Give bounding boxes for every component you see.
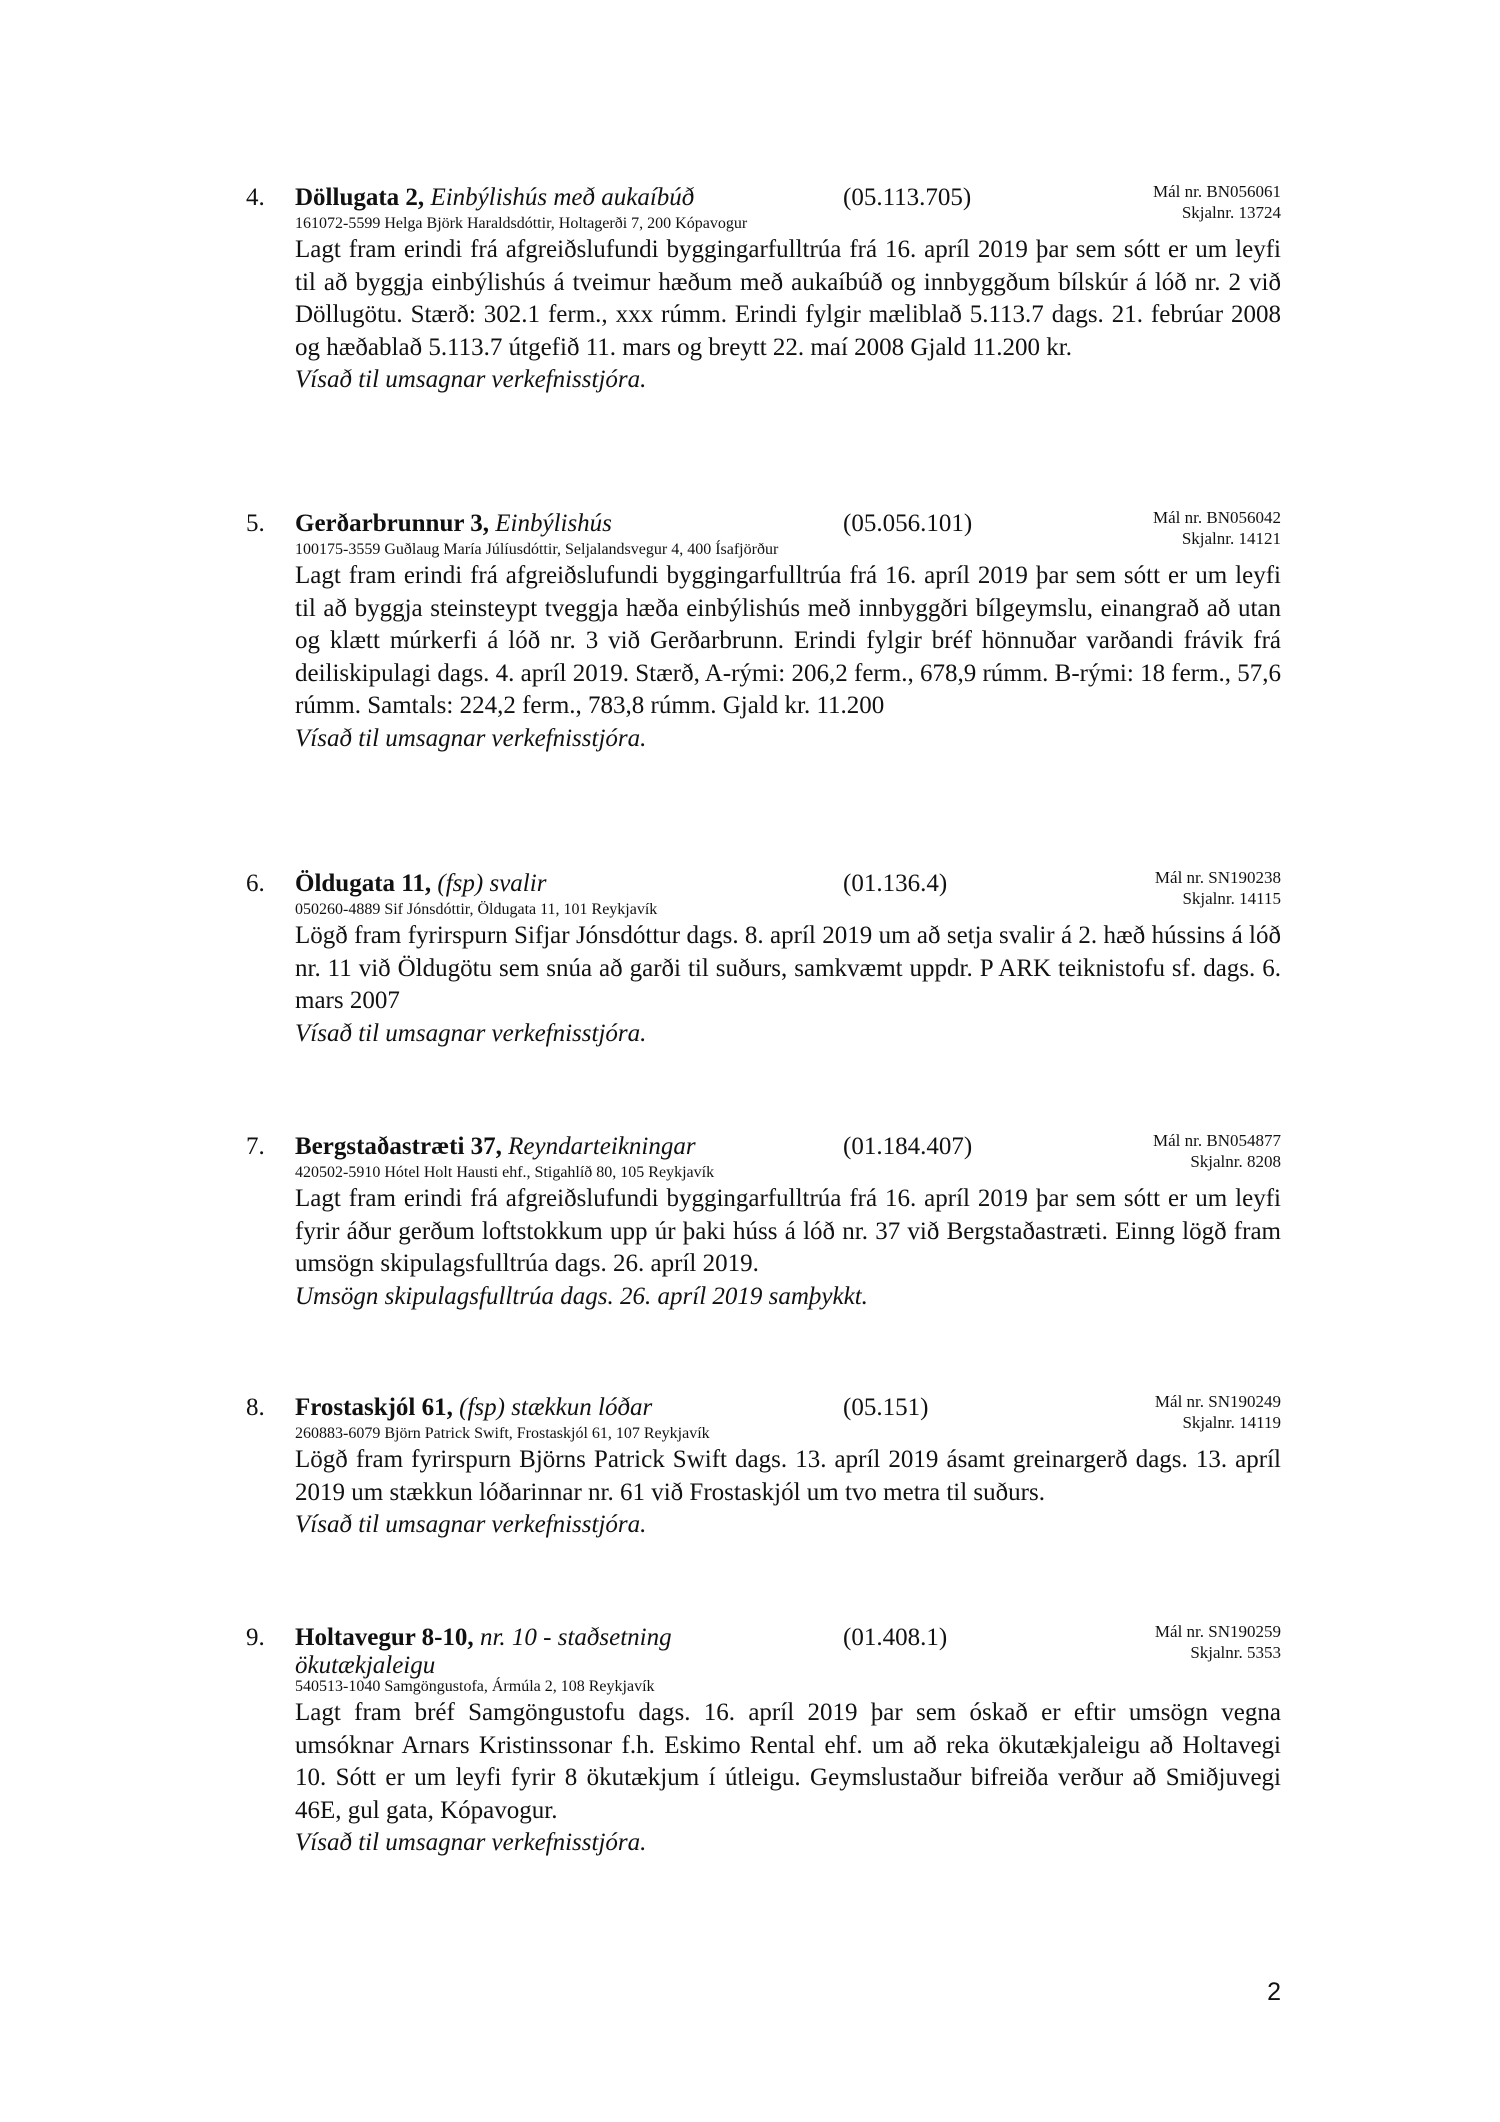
case-number: Mál nr. SN190249	[1154, 1392, 1281, 1411]
land-number: (05.151)	[843, 1394, 929, 1421]
applicant: 420502-5910 Hótel Holt Hausti ehf., Stigahlíð 80, 105 Reykjavík	[295, 1164, 715, 1181]
item-title	[295, 1130, 715, 1164]
file-number: Skjalnr. 13724	[1181, 203, 1281, 222]
item-text: Lagt fram bréf Samgöngustofu dags. 16. apríl 2019 þar sem óskað er eftir umsögn vegna umsóknar Arnars Kristinssonar f.h. Eskimo Rental ehf. um að reka ökutækjaleigu að Holtavegi 10. Sótt er um leyfi fyrir 8 ökutækjum í útleigu. Geymslustaður bifreiða verður að Smiðjuvegi 46E, gul gata, Kópavogur.	[295, 1699, 1281, 1824]
file-number: Skjalnr. 14121	[1181, 529, 1281, 548]
item-text: Lögð fram fyrirspurn Sifjar Jónsdóttur dags. 8. apríl 2019 um að setja svalir á 2. hæð hússins á lóð nr. 11 við Öldugötu sem snúa að garði til suðurs, samkvæmt uppdr. P ARK teiknistofu sf. dags. 6. mars 2007	[295, 922, 1281, 1014]
item-body	[295, 1162, 1281, 1313]
item-description: (fsp) stækkun lóðar	[459, 1394, 653, 1421]
item-body	[295, 1676, 1281, 1860]
item-body	[295, 899, 1281, 1050]
item-number: 7.	[246, 1133, 265, 1160]
agenda-item-4	[246, 181, 1281, 397]
case-number: Mál nr. BN056042	[1153, 508, 1281, 527]
applicant: 050260-4889 Sif Jónsdóttir, Öldugata 11, 101 Reykjavík	[295, 901, 658, 918]
item-description: Einbýlishús með aukaíbúð	[430, 184, 695, 211]
street-address: Öldugata 11,	[295, 870, 432, 897]
page-number: 2	[1267, 1978, 1281, 2006]
land-number: (05.056.101)	[843, 510, 973, 537]
item-decision: Vísað til umsagnar verkefnisstjóra.	[295, 724, 647, 752]
reference-numbers	[1155, 1391, 1281, 1433]
item-title	[295, 867, 715, 901]
agenda-item-9	[246, 1621, 1281, 1860]
item-description: nr. 10 - staðsetning ökutækjaleigu	[295, 1624, 672, 1679]
item-body	[295, 539, 1281, 755]
case-number: Mál nr. BN056061	[1153, 182, 1281, 201]
agenda-item-6	[246, 867, 1281, 1050]
reference-numbers	[1153, 507, 1281, 549]
land-number: (01.136.4)	[843, 870, 948, 897]
item-header	[246, 1391, 1281, 1432]
agenda-item-8	[246, 1391, 1281, 1542]
file-number: Skjalnr. 14119	[1182, 1413, 1281, 1432]
item-decision: Vísað til umsagnar verkefnisstjóra.	[295, 1019, 647, 1047]
land-number: (01.408.1)	[843, 1624, 948, 1651]
street-address: Döllugata 2,	[295, 184, 425, 211]
reference-numbers	[1153, 1130, 1281, 1172]
reference-numbers	[1155, 1621, 1281, 1663]
item-header	[246, 867, 1281, 908]
item-header	[246, 181, 1281, 222]
item-body	[295, 1423, 1281, 1542]
item-header	[246, 1130, 1281, 1171]
applicant: 540513-1040 Samgöngustofa, Ármúla 2, 108 Reykjavík	[295, 1678, 655, 1695]
item-number: 5.	[246, 510, 265, 537]
item-number: 8.	[246, 1394, 265, 1421]
item-decision: Vísað til umsagnar verkefnisstjóra.	[295, 366, 647, 393]
item-number: 6.	[246, 870, 265, 897]
land-number: (05.113.705)	[843, 184, 972, 211]
street-address: Bergstaðastræti 37,	[295, 1133, 502, 1160]
item-title	[295, 1391, 715, 1425]
applicant: 260883-6079 Björn Patrick Swift, Frostaskjól 61, 107 Reykjavík	[295, 1425, 710, 1442]
item-decision: Vísað til umsagnar verkefnisstjóra.	[295, 1829, 647, 1856]
item-text: Lagt fram erindi frá afgreiðslufundi byggingarfulltrúa frá 16. apríl 2019 þar sem sótt er um leyfi til að byggja steinsteypt tveggja hæða einbýlishús með innbyggðri bílgeymslu, einangrað að utan og klætt múrkerfi á lóð nr. 3 við Gerðarbrunn. Erindi fylgir bréf hönnuðar varðandi frávik frá deiliskipulagi dags. 4. apríl 2019. Stærð, A-rými: 206,2 ferm., 678,9 rúmm. B-rými: 18 ferm., 57,6 rúmm. Samtals: 224,2 ferm., 783,8 rúmm. Gjald kr. 11.200	[295, 562, 1282, 719]
street-address: Holtavegur 8-10,	[295, 1624, 474, 1651]
street-address: Gerðarbrunnur 3,	[295, 510, 489, 537]
item-header	[246, 507, 1281, 548]
case-number: Mál nr. SN190259	[1154, 1622, 1281, 1641]
item-description: Reyndarteikningar	[508, 1133, 696, 1160]
item-text: Lagt fram erindi frá afgreiðslufundi byggingarfulltrúa frá 16. apríl 2019 þar sem sótt er um leyfi fyrir áður gerðum loftstokkum upp úr þaki húss á lóð nr. 37 við Bergstaðastræti. Einng lögð fram umsögn skipulagsfulltrúa dags. 26. apríl 2019.	[295, 1185, 1281, 1277]
item-description: Einbýlishús	[495, 510, 612, 537]
item-title	[295, 181, 715, 215]
street-address: Frostaskjól 61,	[295, 1394, 453, 1421]
applicant: 100175-3559 Guðlaug María Júlíusdóttir, Seljalandsvegur 4, 400 Ísafjörður	[295, 541, 779, 558]
item-text: Lögð fram fyrirspurn Björns Patrick Swift dags. 13. apríl 2019 ásamt greinargerð dags. 13. apríl 2019 um stækkun lóðarinnar nr. 61 við Frostaskjól um tvo metra til suðurs.	[295, 1446, 1281, 1506]
item-decision: Vísað til umsagnar verkefnisstjóra.	[295, 1511, 647, 1538]
reference-numbers	[1155, 867, 1281, 909]
land-number: (01.184.407)	[843, 1133, 973, 1160]
item-text: Lagt fram erindi frá afgreiðslufundi byggingarfulltrúa frá 16. apríl 2019 þar sem sótt er um leyfi til að byggja einbýlishús á tveimur hæðum með aukaíbúð og innbyggðum bílskúr á lóð nr. 2 við Döllugötu. Stærð: 302.1 ferm., xxx rúmm. Erindi fylgir mæliblað 5.113.7 dags. 21. febrúar 2008 og hæðablað 5.113.7 útgefið 11. mars og breytt 22. maí 2008 Gjald 11.200 kr.	[295, 236, 1281, 361]
applicant: 161072-5599 Helga Björk Haraldsdóttir, Holtagerði 7, 200 Kópavogur	[295, 215, 748, 232]
item-body	[295, 213, 1281, 397]
file-number: Skjalnr. 8208	[1190, 1152, 1281, 1171]
file-number: Skjalnr. 5353	[1190, 1643, 1281, 1662]
reference-numbers	[1153, 181, 1281, 223]
agenda-item-7	[246, 1130, 1281, 1313]
item-number: 4.	[246, 184, 265, 211]
case-number: Mál nr. BN054877	[1153, 1131, 1281, 1150]
item-decision: Umsögn skipulagsfulltrúa dags. 26. apríl 2019 samþykkt.	[295, 1282, 868, 1310]
item-title	[295, 1624, 735, 1680]
case-number: Mál nr. SN190238	[1154, 868, 1281, 887]
item-description: (fsp) svalir	[437, 870, 547, 897]
item-header	[246, 1621, 1281, 1678]
file-number: Skjalnr. 14115	[1182, 889, 1281, 908]
agenda-item-5	[246, 507, 1281, 755]
item-number: 9.	[246, 1624, 265, 1651]
item-title	[295, 507, 715, 541]
